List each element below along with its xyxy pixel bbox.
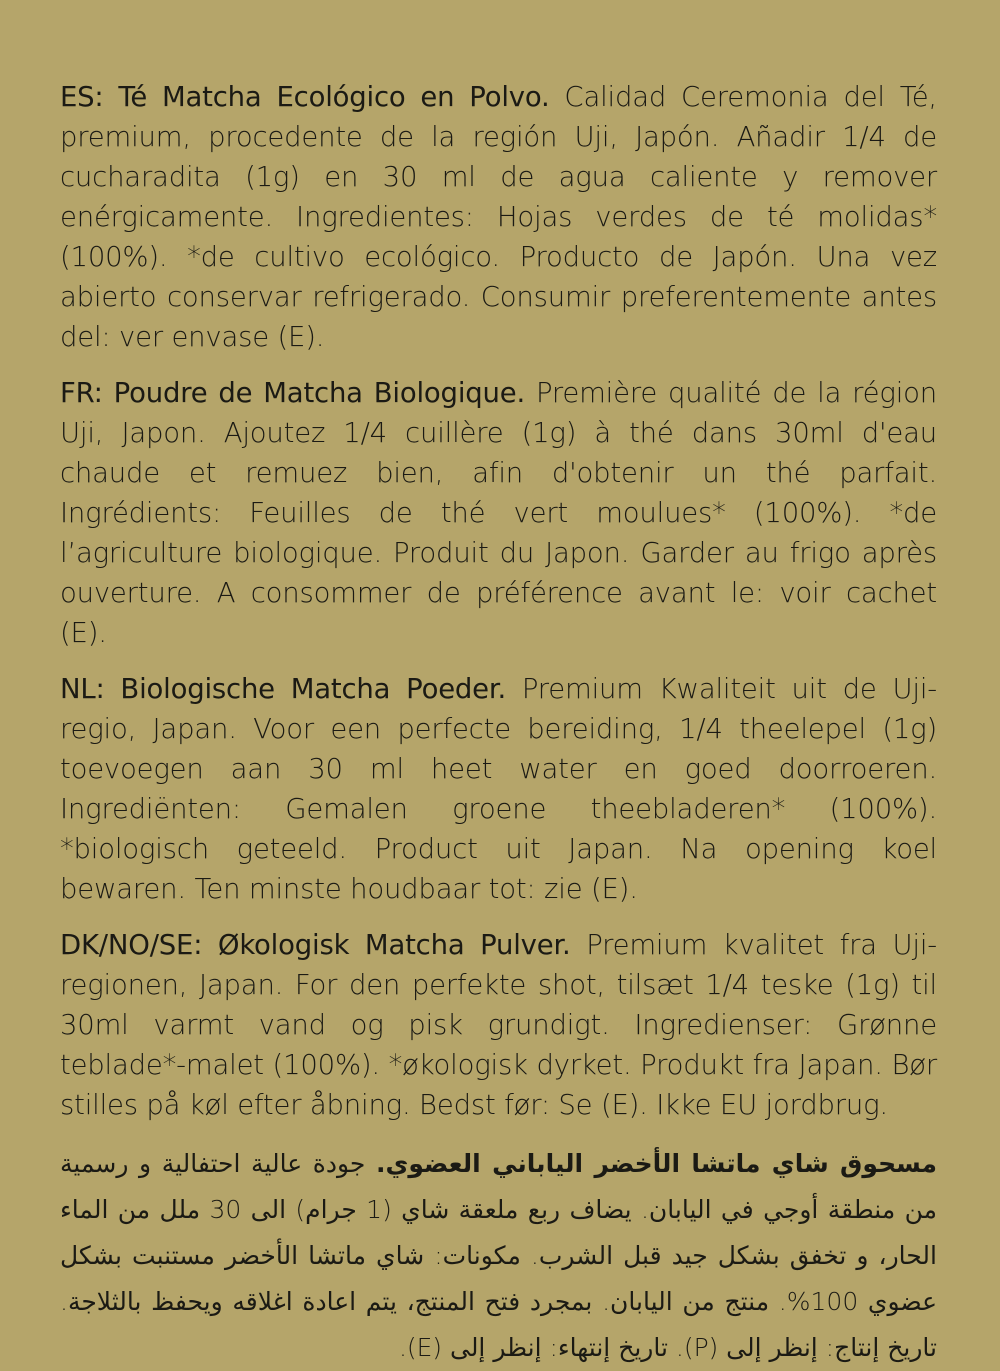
paragraph-heading: FR: Poudre de Matcha Biologique. [60, 377, 526, 409]
paragraph-body: Calidad Ceremonia del Té, premium, procedente de la región Uji, Japón. Añadir 1/4 de cucharadita (1g) en 30 ml de agua caliente y remover enérgicamente. Ingredientes: Hojas verdes de té molidas* (100%). *de cultivo ecológico. Producto de Japón. Una vez abierto conservar refrigerado. Consumir preferentemente antes del: ver envase (E). [60, 81, 937, 353]
paragraph-body: Premium Kwaliteit uit de Uji-regio, Japan. Voor een perfecte bereiding, 1/4 theelepel (1g) toevoegen aan 30 ml heet water en goed doorroeren. Ingrediënten: Gemalen groene theebladeren* (100%). *biologisch geteeld. Product uit Japan. Na opening koel bewaren. Ten minste houdbaar tot: zie (E). [60, 673, 937, 905]
paragraph-dutch [60, 669, 937, 909]
paragraph-french [60, 373, 937, 653]
paragraph-heading: DK/NO/SE: Økologisk Matcha Pulver. [60, 929, 571, 961]
paragraph-heading: ES: Té Matcha Ecológico en Polvo. [60, 81, 550, 113]
paragraph-body: Première qualité de la région Uji, Japon. Ajoutez 1/4 cuillère (1g) à thé dans 30ml d'eau chaude et remuez bien, afin d'obtenir un thé parfait. Ingrédients: Feuilles de thé vert moulues* (100%). *de l’agriculture biologique. Produit du Japon. Garder au frigo après ouverture. A consommer de préférence avant le: voir cachet (E). [60, 377, 937, 649]
paragraph-body: جودة عالية احتفالية و رسمية من منطقة أوجي في اليابان. يضاف ربع ملعقة شاي (1 جرام) الى 30 ملل من الماء الحار، و تخفق بشكل جيد قبل الشرب. مكونات: شاي ماتشا الأخضر مستنبت بشكل عضوي 100%. منتج من اليابان. بمجرد فتح المنتج، يتم اعادة اغلاقه ويحفظ بالثلاجة. تاريخ إنتاج: إنظر إلى (P). تاريخ إنتهاء: إنظر إلى (E). [60, 1149, 938, 1362]
paragraph-heading: NL: Biologische Matcha Poeder. [60, 673, 507, 705]
paragraph-arabic [60, 1141, 937, 1371]
paragraph-heading: مسحوق شاي ماتشا الأخضر الياباني العضوي. [375, 1149, 938, 1178]
paragraph-spanish [60, 77, 937, 357]
paragraph-body: Premium kvalitet fra Uji-regionen, Japan. For den perfekte shot, tilsæt 1/4 teske (1g) til 30ml varmt vand og pisk grundigt. Ingredienser: Grønne teblade*-malet (100%). *økologisk dyrket. Produkt fra Japan. Bør stilles på køl efter åbning. Bedst før: Se (E). Ikke EU jordbrug. [60, 929, 937, 1121]
paragraph-scandinavian [60, 925, 937, 1125]
